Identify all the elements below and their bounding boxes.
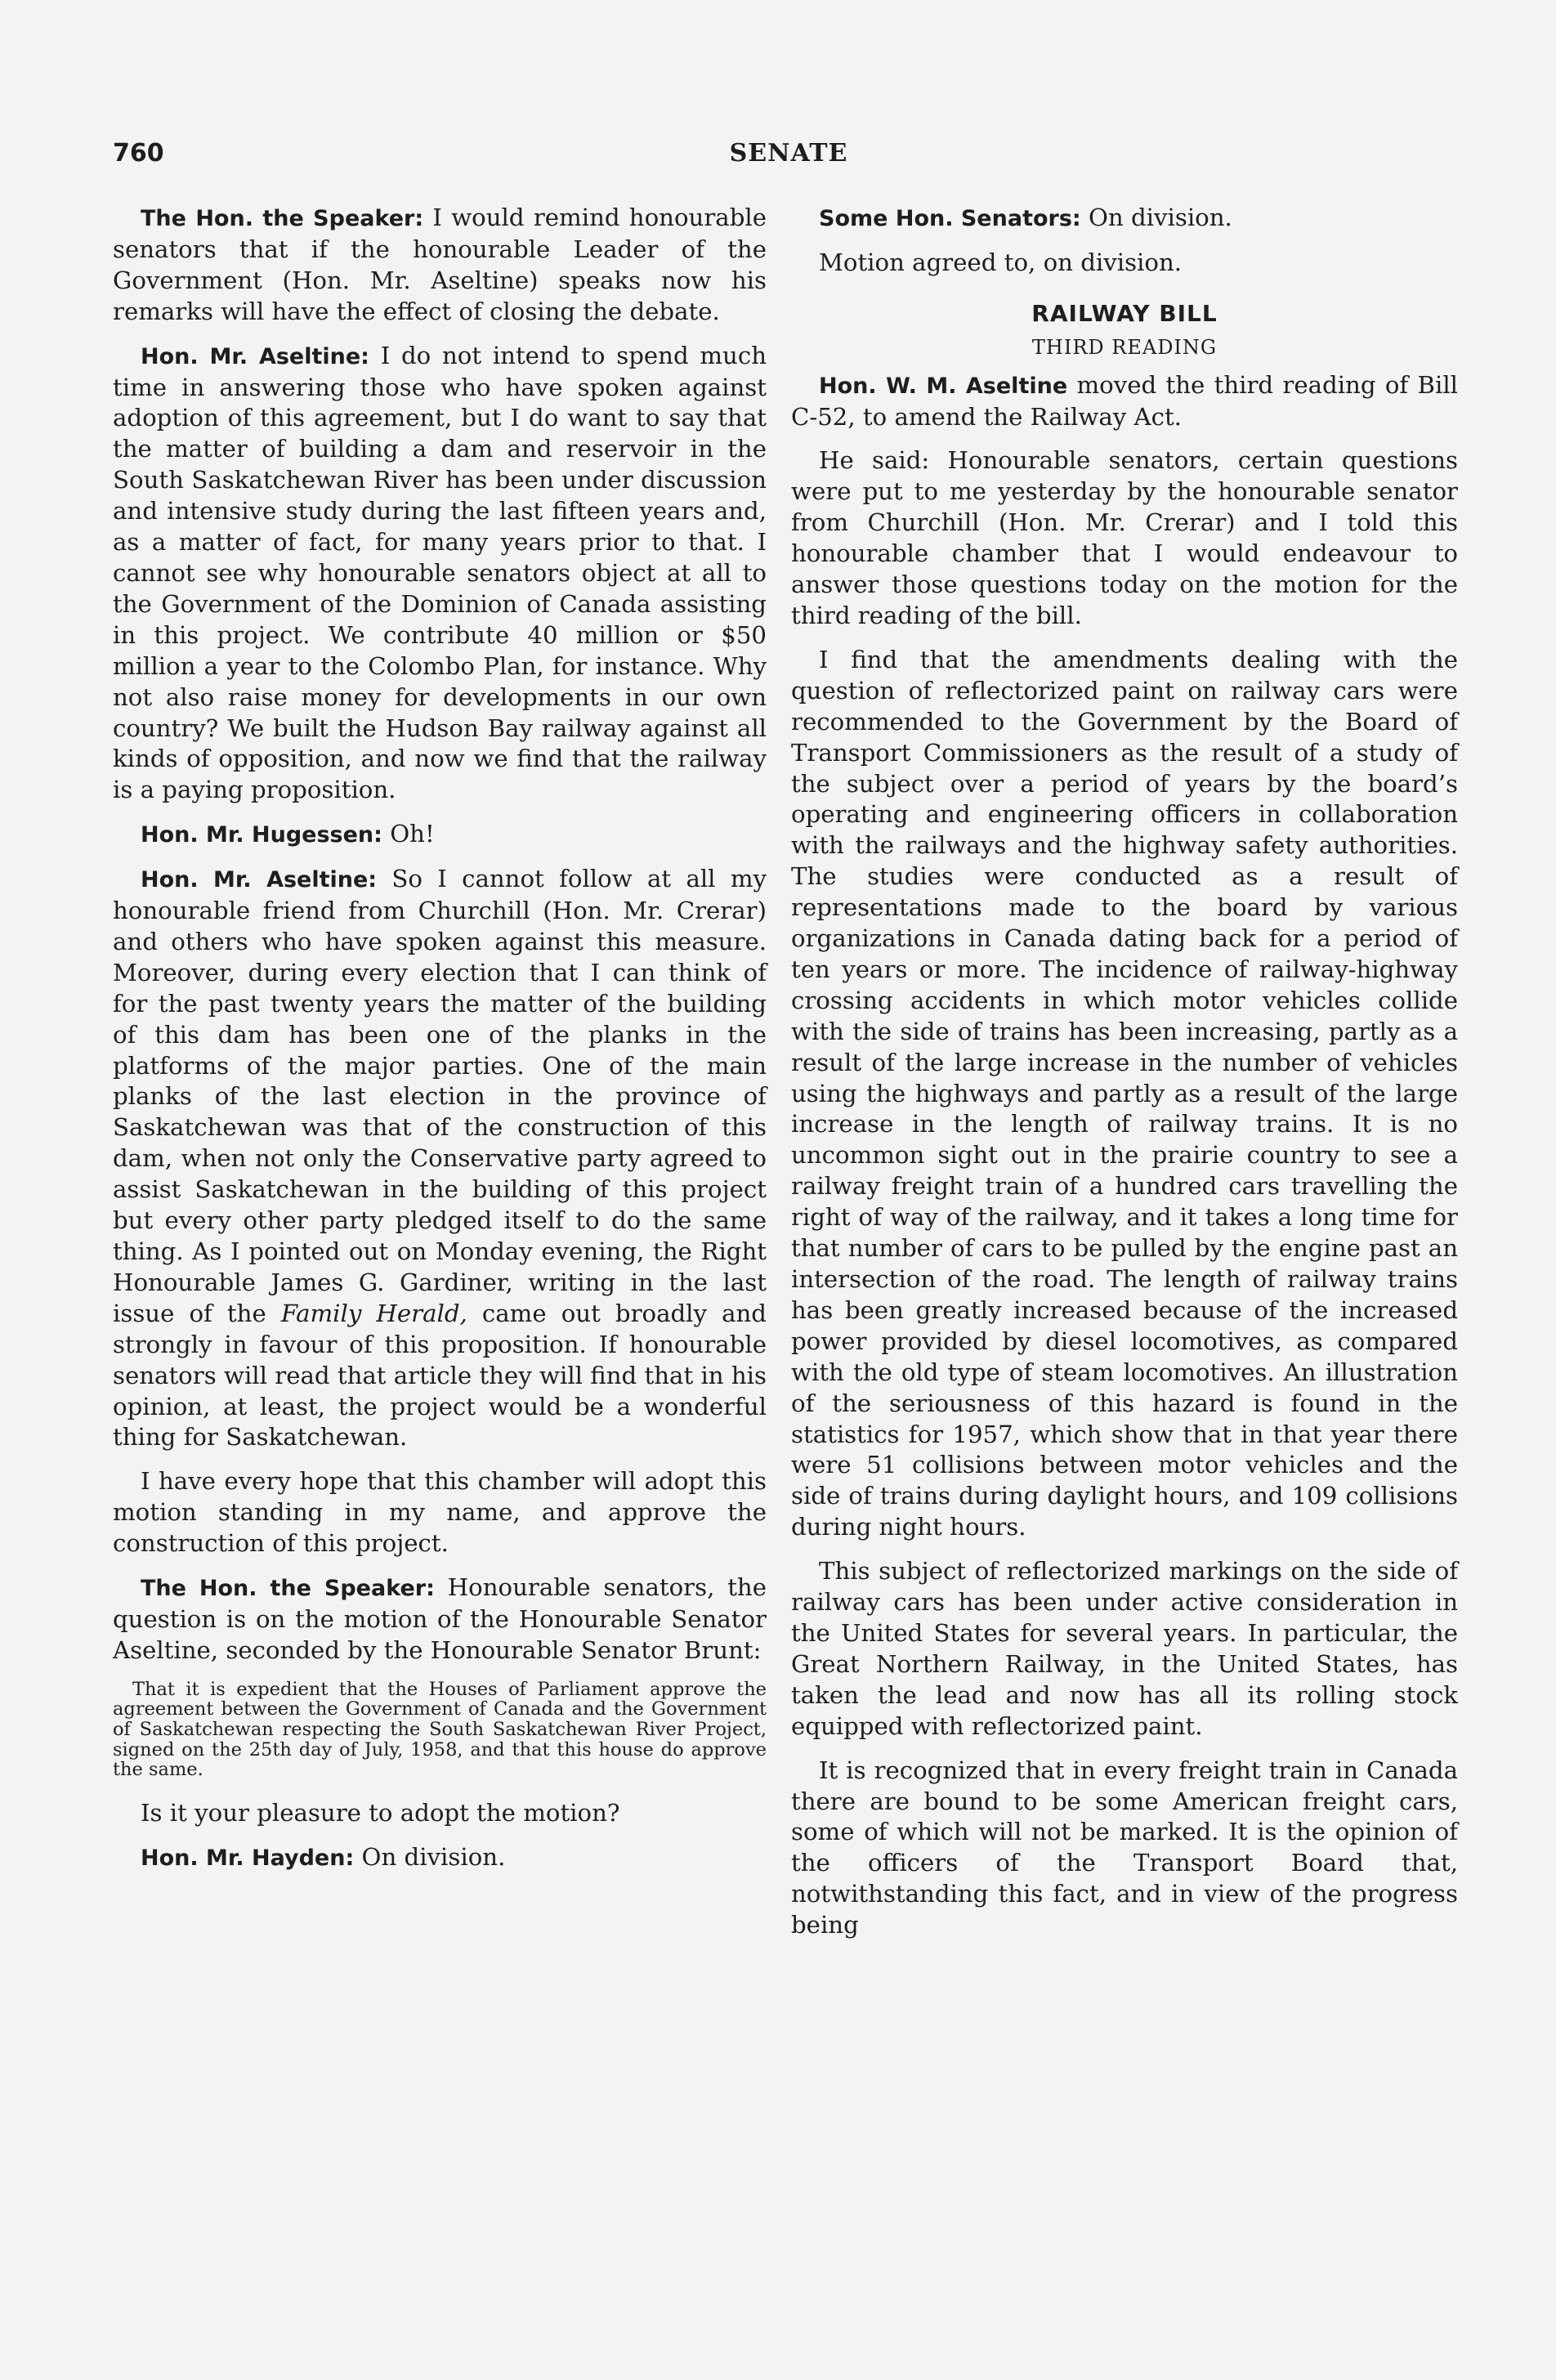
paragraph — [113, 203, 767, 328]
paragraph — [113, 1572, 767, 1666]
paragraph — [113, 1842, 767, 1874]
page-number: 760 — [113, 139, 164, 168]
paragraph-text: Oh! — [382, 820, 435, 848]
speaker-name: The Hon. the Speaker: — [141, 1576, 435, 1602]
paragraph-text: I do not intend to spend much time in answering those who have spoken against adoption of this agreement, but I do want to say that the matter of building a dam and reservoir in the South Saskatchewan River has been under discussion and intensive study during the last fifteen years and, as a matter of fact, for many years prior to that. I cannot see why honourable senators object at all to the Government of the Dominion of Canada assisting in this project. We contribute 40 million or $50 million a year to the Colombo Plan, for instance. Why not also raise money for developments in our own country? We built the Hudson Bay railway against all kinds of opposition, and now we find that the railway is a paying proposition. — [113, 341, 767, 804]
speaker-name: Hon. Mr. Hayden: — [141, 1845, 355, 1871]
paragraph-text: So I cannot follow at all my honourable friend from Churchill (Hon. Mr. Crerar) and others who have spoken against this measure. Moreover, during every election that I can think of for the past twenty years the matter of the building of this dam has been one of the planks in the platforms of the major parties. One of the main planks of the last election in the province of Saskatchewan was that of the construction of this dam, when not only the Conservative party agreed to assist Saskatchewan in the building of this project but every other party pledged itself to do the same thing. As I pointed out on Monday evening, the Right Honourable James G. Gardiner, writing in the last issue of the — [113, 865, 767, 1327]
page-header — [113, 139, 1464, 175]
paragraph — [113, 819, 767, 851]
paragraph: Is it your pleasure to adopt the motion? — [141, 1798, 620, 1827]
publication-title: Family Herald, — [280, 1299, 467, 1327]
speaker-name: Hon. Mr. Aseltine: — [141, 867, 378, 893]
motion-quote: That it is expedient that the Houses of Parliament approve the agreement between the Government of Canada and the Government of Saskatchewan respecting the South Saskatchewan River Project, signed on the 25th day of July, 1958, and that this house do approve the same. — [113, 1678, 767, 1781]
paragraph-text: moved the third reading of Bill C-52, to amend the Railway Act. — [791, 370, 1458, 431]
paragraph-text: On division. — [1080, 204, 1232, 231]
paragraph: It is recognized that in every freight train in Canada there are bound to be some American freight cars, some of which will not be marked. It is the opinion of the officers of the Transport Board that, notwithstanding this fact, and in view of the progress being — [791, 1756, 1458, 1939]
left-column — [113, 203, 767, 1887]
paragraph — [791, 203, 1458, 235]
paragraph: I have every hope that this chamber will adopt this motion standing in my name, and approve the construction of this project. — [113, 1467, 767, 1558]
paragraph-text: Honourable senators, the question is on the motion of the Honourable Senator Aseltine, seconded by the Honourable Senator Brunt: — [113, 1573, 767, 1664]
running-head: SENATE — [729, 139, 848, 168]
paragraph-text: I would remind honourable senators that if the honourable Leader of the Government (Hon. Mr. Aseltine) speaks now his remarks will have the effect of closing the debate. — [113, 204, 767, 325]
section-title: RAILWAY BILL — [1031, 299, 1218, 327]
paragraph: He said: Honourable senators, certain questions were put to me yesterday by the honourable senator from Churchill (Hon. Mr. Crerar) and I told this honourable chamber that I would endeavour to answer those questions today on the motion for the third reading of the bill. — [791, 446, 1458, 629]
paragraph — [113, 864, 767, 1453]
paragraph — [113, 341, 767, 807]
paragraph-text: On division. — [354, 1842, 506, 1871]
speaker-name: Hon. Mr. Hugessen: — [141, 822, 382, 848]
paragraph: I find that the amendments dealing with the question of reflectorized paint on railway cars were recommended to the Government by the Board of Transport Commissioners as the result of a study of the subject over a period of years by the board’s operating and engineering officers in collaboration with the railways and the highway safety authorities. The studies were conducted as a result of representations made to the board by various organizations in Canada dating back for a period of ten years or more. The incidence of railway-highway crossing accidents in which motor vehicles collide with the side of trains has been increasing, partly as a result of the large increase in the number of vehicles using the highways and partly as a result of the large increase in the length of railway trains. It is no uncommon sight out in the prairie country to see a railway freight train of a hundred cars travelling the right of way of the railway, and it takes a long time for that number of cars to be pulled by the engine past an intersection of the road. The length of railway trains has been greatly increased because of the increased power provided by diesel locomotives, as compared with the old type of steam locomotives. An illustration of the seriousness of this hazard is found in the statistics for 1957, which show that in that year there were 51 collisions between motor vehicles and the side of trains during daylight hours, and 109 collisions during night hours. — [791, 645, 1458, 1541]
speaker-name: Hon. Mr. Aseltine: — [141, 343, 369, 369]
paragraph — [791, 370, 1458, 433]
right-column — [791, 203, 1458, 1954]
speaker-name: The Hon. the Speaker: — [141, 206, 424, 231]
paragraph-text: came out broadly and strongly in favour of this proposition. If honourable senators will read that article they will find that in his opinion, at least, the project would be a wonderful thing for Saskatchewan. — [113, 1299, 767, 1452]
paragraph: This subject of reflectorized markings on the side of railway cars has been under active consideration in the United States for several years. In particular, the Great Northern Railway, in the United States, has taken the lead and now has all its rolling stock equipped with reflectorized paint. — [791, 1557, 1458, 1740]
speaker-name: Some Hon. Senators: — [819, 206, 1081, 231]
section-subtitle: THIRD READING — [1031, 335, 1218, 359]
speaker-name: Hon. W. M. Aseltine — [819, 373, 1068, 399]
paragraph: Motion agreed to, on division. — [819, 248, 1183, 276]
